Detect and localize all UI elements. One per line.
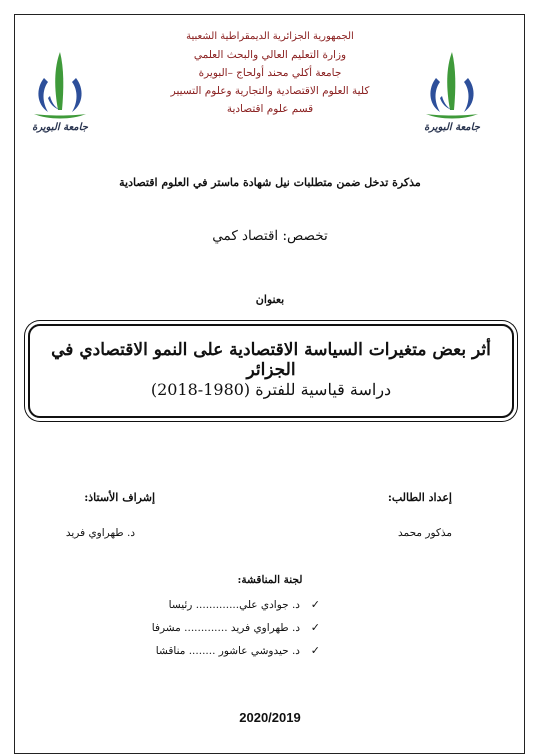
check-icon: ✓ xyxy=(310,644,320,657)
check-icon: ✓ xyxy=(310,598,320,611)
committee-member: ✓د. حيدوشي عاشور ........ مناقشا xyxy=(120,642,320,665)
committee-title: لجنة المناقشة: xyxy=(237,574,303,586)
supervisor-label: إشراف الأستاذ: xyxy=(84,491,155,504)
specialty: تخصص: اقتصاد كمي xyxy=(212,228,328,244)
entitled-label: بعنوان xyxy=(255,293,285,306)
supervisor-name: د. طهراوي فريد xyxy=(65,527,135,539)
faculty-name: كلية العلوم الاقتصادية والتجارية وعلوم التسيير xyxy=(170,85,370,97)
check-icon: ✓ xyxy=(310,621,320,634)
student-label: إعداد الطالب: xyxy=(387,491,452,504)
logo-caption: جامعة البويرة xyxy=(32,122,88,133)
department-name: قسم علوم اقتصادية xyxy=(226,103,314,115)
student-name: مذكور محمد xyxy=(398,527,452,539)
ministry-name: وزارة التعليم العالي والبحث العلمي xyxy=(193,49,347,61)
memo-statement: مذكرة تدخل ضمن متطلبات نيل شهادة ماستر في العلوم اقتصادية xyxy=(119,176,421,189)
academic-year: 2020/2019 xyxy=(239,710,301,725)
committee-member: ✓د. طهراوي فريد ............. مشرفا xyxy=(120,619,320,642)
republic-name: الجمهورية الجزائرية الديمقراطية الشعبية xyxy=(186,31,354,42)
thesis-title-box xyxy=(28,324,514,418)
university-logo-icon xyxy=(24,48,96,124)
university-logo-left xyxy=(24,48,96,148)
university-name: جامعة أكلي محند أولحاج –البويرة xyxy=(198,67,342,79)
thesis-subtitle: دراسة قياسية للفترة (1980-2018) xyxy=(150,380,392,399)
logo-caption: جامعة البويرة xyxy=(424,122,480,133)
committee-member: ✓د. جوادي علي............. رئيسا xyxy=(120,596,320,619)
thesis-title: أثر بعض متغيرات السياسة الاقتصادية على النمو الاقتصادي في الجزائر xyxy=(51,340,491,380)
institution-header xyxy=(110,28,430,118)
committee-list xyxy=(120,596,320,665)
